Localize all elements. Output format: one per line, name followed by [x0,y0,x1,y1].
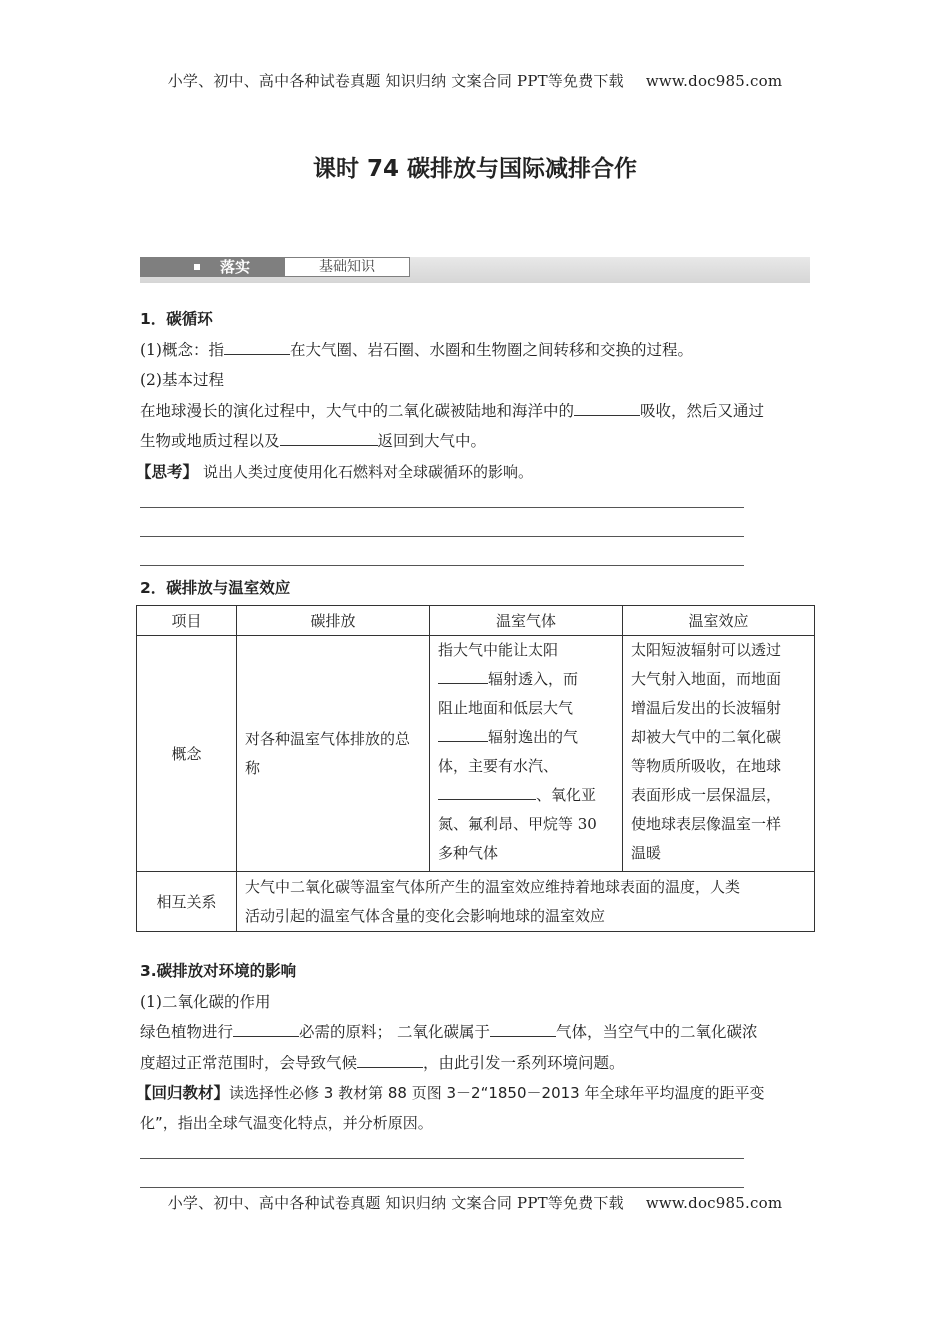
gas-text: 辐射逸出的气 [488,728,579,746]
gas-line [438,781,614,810]
gas-line [438,723,614,752]
s1-l3a: 在地球漫长的演化过程中，大气中的二氧化碳被陆地和海洋中的 [140,402,575,420]
effect-line: 表面形成一层保温层， [631,786,782,804]
gas-line: 指大气中能让太阳 [438,641,559,659]
table-row [137,636,815,872]
emission-cell: 对各种温室气体排放的总称 [237,636,430,872]
s3-line1: (1)二氧化碳的作用 [140,993,271,1011]
fill-blank[interactable] [438,669,488,684]
fill-blank[interactable] [233,1022,299,1037]
gas-line: 多种气体 [438,844,499,862]
answer-line[interactable] [140,1158,744,1159]
fill-blank[interactable] [357,1053,423,1068]
table-row [137,872,815,932]
s3-l2a: 绿色植物进行 [140,1023,234,1041]
effect-line: 使地球表层像温室一样 [631,815,782,833]
gas-text: 辐射透入，而 [488,670,579,688]
return-tag: 【回归教材】 [136,1084,230,1102]
table-header-cell: 项目 [137,606,237,636]
square-bullet-icon [194,264,200,270]
s3-line3 [140,1053,625,1073]
table-header-row [137,606,815,636]
answer-line[interactable] [140,1187,744,1188]
s1-l4a: 生物或地质过程以及 [140,432,280,450]
effect-line: 太阳短波辐射可以透过 [631,641,782,659]
s1-line3 [140,401,764,421]
fill-blank[interactable] [574,401,640,416]
effect-cell [623,636,815,872]
banner-left [140,257,284,277]
think-text: 说出人类过度使用化石燃料对全球碳循环的影响。 [202,463,533,481]
s1-l4b: 返回到大气中。 [377,432,487,450]
section-banner [140,257,810,283]
relation-cell [237,872,815,932]
fill-blank[interactable] [224,340,290,355]
effect-line: 温暖 [631,844,662,862]
s3-l3b: ，由此引发一系列环境问题。 [423,1054,625,1072]
s1-line2: (2)基本过程 [140,371,224,389]
gas-line: 氮、氟利昂、甲烷等 30 [438,815,597,833]
s1-heading: 1．碳循环 [140,310,213,328]
s3-line2 [140,1022,757,1042]
s3-heading: 3.碳排放对环境的影响 [140,962,297,980]
row-label: 概念 [137,636,237,872]
page-title: 课时 74 碳排放与国际减排合作 [312,156,638,182]
banner-left-label: 落实 [220,258,251,276]
s1-think [136,462,533,482]
fill-blank[interactable] [438,785,536,800]
row-label: 相互关系 [137,872,237,932]
gas-line: 体，主要有水汽、 [438,757,559,775]
gas-text: 、氧化亚 [536,786,597,804]
page-footer [0,1192,950,1213]
s1-line4 [140,431,486,451]
fill-blank[interactable] [438,727,488,742]
s1-l1b: 在大气圈、岩石圈、水圈和生物圈之间转移和交换的过程。 [289,341,693,359]
s1-l1a: (1)概念：指 [140,341,224,359]
think-tag: 【思考】 [136,463,199,481]
table-header-cell: 温室气体 [430,606,623,636]
answer-line[interactable] [140,536,744,537]
gas-line: 阻止地面和低层大气 [438,699,574,717]
effect-line: 增温后发出的长波辐射 [631,699,782,717]
banner-right: 基础知识 [284,257,410,277]
return-line2: 化”，指出全球气温变化特点，并分析原因。 [140,1114,433,1132]
s3-return [136,1083,764,1103]
s2-heading: 2．碳排放与温室效应 [140,579,291,597]
return-line1: 读选择性必修 3 教材第 88 页图 3－2“1850－2013 年全球年平均温度的距平变 [229,1084,765,1102]
footer-url[interactable]: www.doc985.com [645,1194,783,1212]
s3-l3a: 度超过正常范围时，会导致气候 [140,1054,358,1072]
effect-line: 大气射入地面，而地面 [631,670,782,688]
page-header [0,70,950,91]
header-url[interactable]: www.doc985.com [645,72,783,90]
s1-line1 [140,340,693,360]
gas-cell [430,636,623,872]
relation-line: 活动引起的温室气体含量的变化会影响地球的温室效应 [245,906,606,925]
s3-l2c: 气体，当空气中的二氧化碳浓 [555,1023,758,1041]
fill-blank[interactable] [280,431,378,446]
greenhouse-table [136,605,815,932]
s1-l3b: 吸收，然后又通过 [640,402,765,420]
relation-line: 大气中二氧化碳等温室气体所产生的温室效应维持着地球表面的温度，人类 [245,877,741,896]
s3-l2b: 必需的原料； 二氧化碳属于 [299,1023,490,1041]
answer-line[interactable] [140,565,744,566]
header-text: 小学、初中、高中各种试卷真题 知识归纳 文案合同 PPT等免费下载 [167,72,624,90]
gas-line [438,665,614,694]
fill-blank[interactable] [490,1022,556,1037]
effect-line: 却被大气中的二氧化碳 [631,728,782,746]
answer-line[interactable] [140,507,744,508]
table-header-cell: 碳排放 [237,606,430,636]
table-header-cell: 温室效应 [623,606,815,636]
footer-text: 小学、初中、高中各种试卷真题 知识归纳 文案合同 PPT等免费下载 [167,1194,624,1212]
effect-line: 等物质所吸收，在地球 [631,757,782,775]
